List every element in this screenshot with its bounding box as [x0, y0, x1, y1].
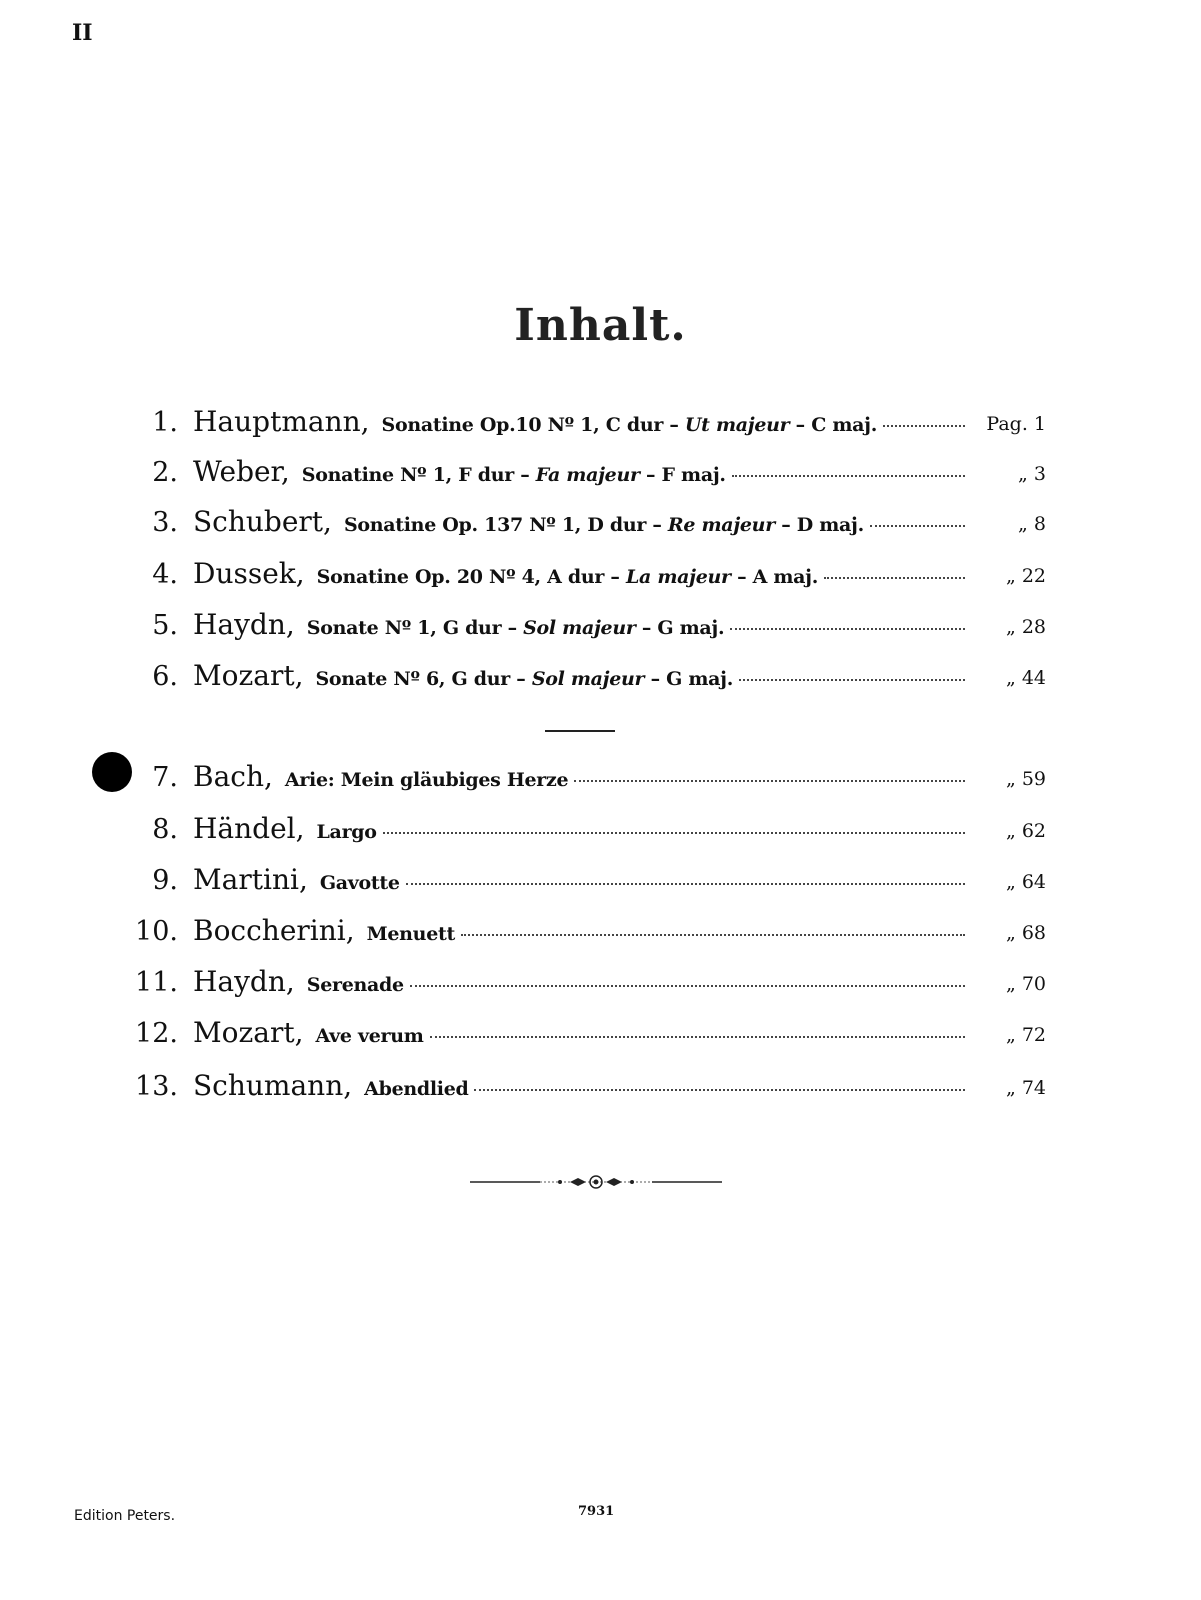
entry-number: 12.: [135, 1018, 178, 1049]
page-reference: „ 59: [1005, 768, 1046, 790]
composer-name: Martini,: [193, 863, 308, 896]
entry-content: [193, 965, 965, 998]
dot-leader: [383, 832, 965, 834]
entry-number: 6.: [152, 661, 178, 692]
entry-number: 7.: [152, 762, 178, 793]
work-description: Arie: Mein gläubiges Herze: [284, 769, 569, 791]
toc-entry: [0, 863, 1201, 903]
dot-leader: [474, 1089, 965, 1091]
dot-leader: [732, 475, 965, 477]
entry-number: 8.: [152, 814, 178, 845]
entry-number: 2.: [152, 457, 178, 488]
filled-circle-icon: [92, 752, 132, 792]
entry-content: [193, 405, 965, 438]
entry-content: [193, 608, 965, 641]
page-number: II: [72, 20, 93, 46]
composer-name: Schumann,: [193, 1069, 353, 1102]
entry-number: 5.: [152, 610, 178, 641]
page-reference: „ 68: [1005, 922, 1046, 944]
page-reference: „ 44: [1005, 667, 1046, 689]
work-description: Sonatine Nº 1, F dur – Fa majeur – F maj.: [301, 464, 726, 486]
entry-content: [193, 1016, 965, 1049]
page-reference: „ 64: [1005, 871, 1046, 893]
composer-name: Hauptmann,: [193, 405, 370, 438]
page-reference: „ 22: [1005, 565, 1046, 587]
toc-entry: [0, 557, 1201, 597]
entry-content: [193, 1069, 965, 1102]
entry-content: [193, 760, 965, 793]
entry-number: 9.: [152, 865, 178, 896]
page-title: Inhalt.: [514, 300, 687, 351]
page-reference: Pag. 1: [986, 413, 1046, 435]
entry-number: 11.: [135, 967, 178, 998]
page-reference: „ 8: [1018, 513, 1046, 535]
ornament-divider-icon: [470, 1170, 722, 1194]
entry-content: [193, 914, 965, 947]
page-reference: „ 74: [1005, 1077, 1046, 1099]
publisher-name: Edition Peters.: [74, 1508, 176, 1524]
toc-entry: [0, 812, 1201, 852]
work-description: Sonatine Op.10 Nº 1, C dur – Ut majeur – C maj.: [381, 414, 878, 436]
composer-name: Boccherini,: [193, 914, 355, 947]
dot-leader: [574, 780, 965, 782]
dot-leader: [824, 577, 965, 579]
work-description: Sonatine Op. 20 Nº 4, A dur – La majeur – A maj.: [316, 566, 819, 588]
composer-name: Weber,: [193, 455, 290, 488]
work-description: Sonatine Op. 137 Nº 1, D dur – Re majeur – D maj.: [343, 514, 864, 536]
page-reference: „ 72: [1005, 1024, 1046, 1046]
composer-name: Haydn,: [193, 608, 295, 641]
toc-entry: [0, 1016, 1201, 1056]
page-reference: „ 70: [1005, 973, 1046, 995]
dot-leader: [406, 883, 965, 885]
page-reference: „ 3: [1018, 463, 1046, 485]
toc-entry: [0, 914, 1201, 954]
entry-number: 1.: [152, 407, 178, 438]
work-description: Sonate Nº 6, G dur – Sol majeur – G maj.: [315, 668, 734, 690]
section-divider: [545, 730, 615, 732]
work-description: Ave verum: [315, 1025, 424, 1047]
toc-entry: [0, 505, 1201, 545]
entry-content: [193, 863, 965, 896]
entry-number: 10.: [135, 916, 178, 947]
composer-name: Dussek,: [193, 557, 305, 590]
entry-content: [193, 455, 965, 488]
page-reference: „ 28: [1005, 616, 1046, 638]
dot-leader: [883, 425, 965, 427]
toc-entry: [0, 608, 1201, 648]
composer-name: Händel,: [193, 812, 305, 845]
work-description: Abendlied: [364, 1078, 469, 1100]
page-reference: „ 62: [1005, 820, 1046, 842]
entry-content: [193, 557, 965, 590]
toc-entry: [0, 455, 1201, 495]
composer-name: Schubert,: [193, 505, 332, 538]
toc-entry: [0, 760, 1201, 800]
composer-name: Mozart,: [193, 659, 304, 692]
dot-leader: [410, 985, 965, 987]
composer-name: Bach,: [193, 760, 273, 793]
dot-leader: [430, 1036, 965, 1038]
work-description: Serenade: [306, 974, 404, 996]
entry-content: [193, 505, 965, 538]
dot-leader: [739, 679, 965, 681]
dot-leader: [730, 628, 965, 630]
work-description: Sonate Nº 1, G dur – Sol majeur – G maj.: [306, 617, 725, 639]
composer-name: Haydn,: [193, 965, 295, 998]
toc-entry: [0, 965, 1201, 1005]
entry-content: [193, 659, 965, 692]
dot-leader: [461, 934, 965, 936]
work-description: Largo: [316, 821, 377, 843]
entry-number: 3.: [152, 507, 178, 538]
toc-entry: [0, 1069, 1201, 1109]
composer-name: Mozart,: [193, 1016, 304, 1049]
plate-number: 7931: [578, 1504, 615, 1519]
work-description: Gavotte: [319, 872, 400, 894]
entry-number: 13.: [135, 1071, 178, 1102]
entry-number: 4.: [152, 559, 178, 590]
entry-content: [193, 812, 965, 845]
toc-entry: [0, 405, 1201, 445]
work-description: Menuett: [366, 923, 455, 945]
dot-leader: [870, 525, 965, 527]
toc-entry: [0, 659, 1201, 699]
